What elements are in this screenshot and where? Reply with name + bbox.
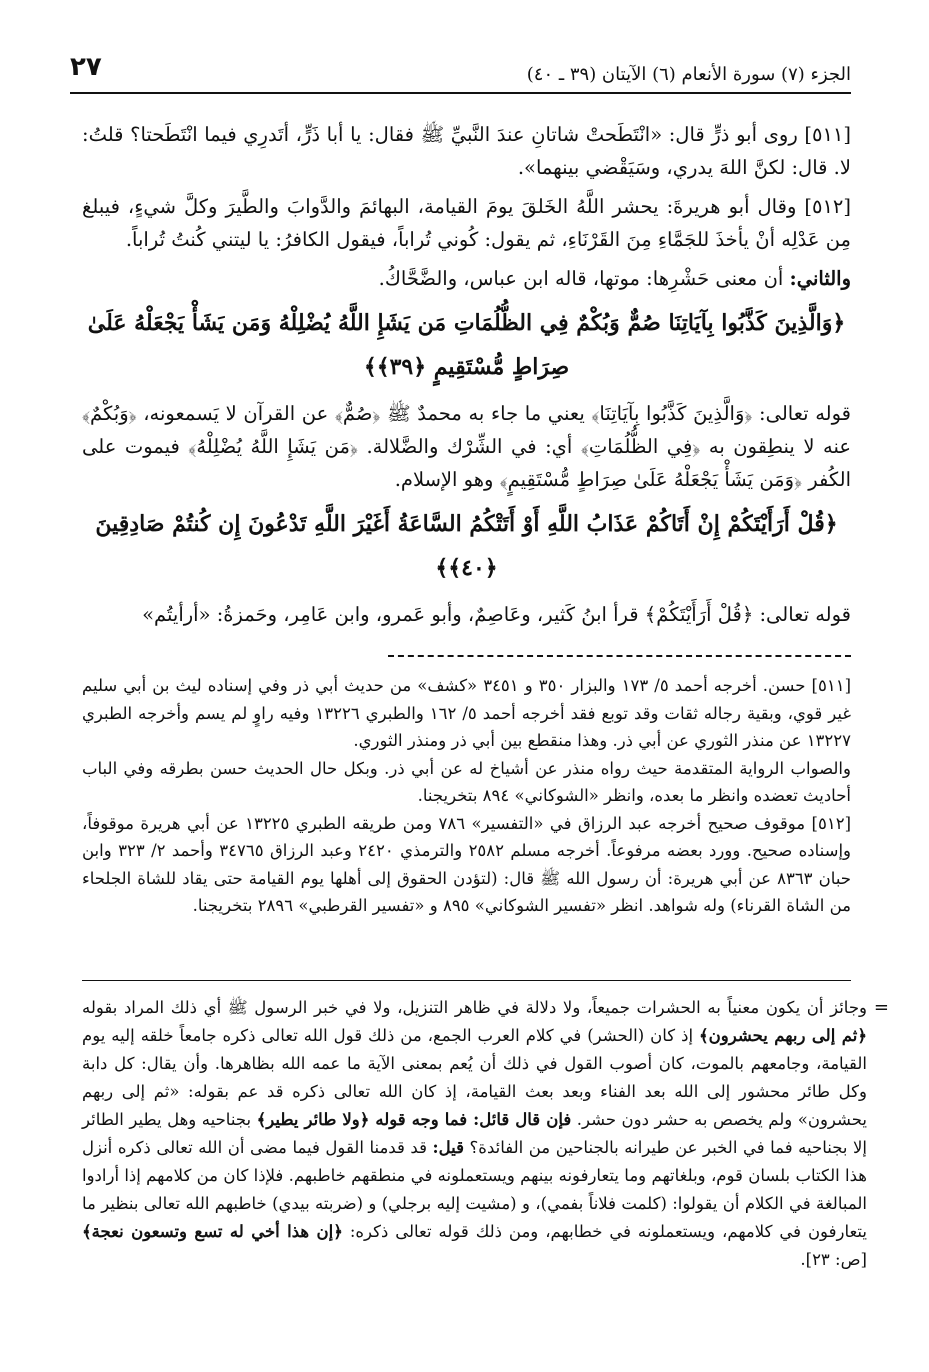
verse-39: ﴿وَالَّذِينَ كَذَّبُوا بِآيَاتِنَا صُمٌّ وَبُكْمٌ فِي الظُّلُمَاتِ مَن يَشَإِ اللَّهُ يُضْلِلْهُ وَمَن يَشَأْ يَجْعَلْهُ عَلَىٰ صِرَاطٍ مُّسْتَقِيمٍ ﴿٣٩﴾﴾ [87, 310, 846, 380]
footnote-512: [٥١٢] موقوف صحيح أخرجه عبد الرزاق في «التفسير» ٧٨٦ ومن طريقه الطبري ١٣٢٢٥ عن أبي هريرة موقوفاً، وإسناده صحيح. وورد بعضه مرفوعاً. أخرجه مسلم ٢٥٨٢ والترمذي ٢٤٢٠ وعبد الرزاق ٣٤٧٦٥ وأحمد ٢/ ٣٢٣ وابن حبان ٨٣٦٣ عن أبي هريرة: أن رسول الله ﷺ قال: (لتؤدن الحقوق إلى أهلها يوم القيامة حتى يقاد للشاة الجلحاء من الشاة القرناء) وله شواهد. انظر «تفسير الشوكاني» ٨٩٥ و «تفسير القرطبي» ٢٨٩٦ بتخريجنا. [82, 813, 851, 915]
footnote-511: [٥١١] حسن. أخرجه أحمد ٥/ ١٧٣ والبزار ٣٥٠ و ٣٤٥١ «كشف» من حديث أبي ذر وفي إسناده ليث بن أبي سليم غير قوي، وبقية رجاله ثقات وقد توبع فقد أخرجه أحمد ٥/ ١٦٢ والطبري ١٣٢٢٦ وفيه راوٍ لم يسم وأخرجه الطبري ١٣٢٢٧ عن منذر الثوري عن أبي ذر. وهذا منقطع بين أبي ذر ومنذر الثوري. [82, 676, 851, 750]
running-title: الجزء (٧) سورة الأنعام (٦) الآيتان (٣٩ ـ ٤٠) [526, 64, 851, 85]
verse-40: ﴿قُلْ أَرَأَيْتَكُمْ إِنْ أَتَاكُمْ عَذَابُ اللَّهِ أَوْ أَتَتْكُمُ السَّاعَةُ أَغَيْرَ اللَّهِ تَدْعُونَ إِن كُنتُمْ صَادِقِينَ ﴿٤٠﴾﴾ [95, 511, 838, 581]
second-opinion [82, 262, 851, 295]
commentary-quote-b: فإن قال قائل: فما وجه قوله ﴿ولا طائر يطير﴾ [256, 1110, 572, 1129]
commentary-continuation [82, 994, 889, 1274]
commentary-part-c: بجناحيه وهل يطير الطائر إلا بجناحيه فما في الخبر عن طيرانه بالجناحين من الفائدة؟ [82, 1110, 867, 1157]
tafsir-40: قوله تعالى: ﴿قُلْ أَرَأَيْتَكُمْ﴾ قرأ ابنُ كَثير، وعَاصِمٌ، وأبو عَمرو، وابن عَامِر، وحَمزةُ: «أرأيتُم» [142, 603, 851, 626]
commentary-quote-d: ﴿إن هذا أخي له تسع وتسعون نعجة﴾ [82, 1222, 343, 1241]
footnote-511-continued: والصواب الرواية المتقدمة حيث رواه منذر عن أشياخ له عن أبي ذر. وبكل حال الحديث حسن بطرقه وفي الباب أحاديث تعضده وانظر ما بعده، وانظر «الشوكاني» ٨٩٤ بتخريجنا. [82, 758, 851, 805]
commentary-part-d: قد قدمنا القول فيما مضى أن الله تعالى ذكره أنزل هذا الكتاب بلسان قوم، وبلغاتهم وما يتعارفونه بينهم ويستعملونه في منطقهم خاطبهم. فلإذا كان من كلامهم إذا أرادوا المبالغة في الكلام أن يقولوا: (كلمت فلاناً بفمي)، و (مشيت إليه برجلي) و (ضربته بيدي) خاطبهم الله تعالى بنظير ما يتعارفون في كلامهم، ويستعملونه في خطابهم، ومن ذلك قوله تعالى ذكره: [82, 1138, 867, 1241]
footnote-separator [388, 655, 851, 657]
second-opinion-lead: والثاني: [789, 267, 851, 290]
page-number: ٢٧ [70, 52, 102, 82]
hadith-511: [٥١١] روى أبو ذرٍّ قال: «انْتَطَحتْ شاتانِ عندَ النَّبيِّ ﷺ فقال: يا أبا ذَرٍّ، أتَدرِي فيما انْتَطَحتا؟ قلتُ: لا. قال: لكنَّ اللهَ يدري، وسَيَقْضي بينهما». [82, 123, 851, 179]
continuation-mark: = [873, 997, 889, 1018]
commentary-part-e: [ص: ٢٣]. [800, 1250, 867, 1269]
second-opinion-text: أن معنى حَشْرِها: موتها، قاله ابن عباس، والضَّحَّاكُ. [378, 267, 784, 290]
tafsir-39: قوله تعالى: ﴿وَالَّذِينَ كَذَّبُوا بِآيَاتِنَا﴾ يعني ما جاء به محمدٌ ﷺ ﴿صُمٌّ﴾ عن القرآن لا يَسمعونه، ﴿وَبُكْمٌ﴾ عنه لا ينطِقون به ﴿فِي الظُّلُمَاتِ﴾ أي: في الشِّرْك والضَّلالة. ﴿مَن يَشَإِ اللَّهُ يُضْلِلْهُ﴾ فيموت على الكُفر ﴿وَمَن يَشَأْ يَجْعَلْهُ عَلَىٰ صِرَاطٍ مُّسْتَقِيمٍ﴾ وهو الإسلام. [82, 402, 851, 491]
commentary-text [82, 994, 867, 1274]
header-rule [70, 92, 851, 94]
footnotes [82, 672, 851, 920]
commentary-separator [82, 980, 851, 981]
commentary-part-b: إذ كان (الحشر) في كلام العرب الجمع، من ذلك قول الله تعالى ذكره جامعاً خلقه إليه يوم القيامة، وجامعهم بالموت، كان أصوب القول في ذلك أن يُعم بمعنى الآية ما عمه الله بظاهرها. وأن يقال: كل دابة وكل طائر محشور إلى الله بعد الفناء وبعد بعث القيامة، إذ كان الله تعالى ذكره قد عم بقوله: «ثم إلى ربهم يحشرون» ولم يخصص به حشر دون حشر. [82, 1026, 867, 1129]
hadith-512: [٥١٢] وقال أبو هريرةَ: يحشر اللَّهُ الخَلقَ يومَ القيامة، البهائمَ والدَّوابَ والطَّيرَ وكلَّ شيءٍ، فيبلغ مِن عَدْلِه أنْ يأخذَ للجَمَّاءِ مِنَ القَرْنَاءِ، ثم يقول: كُوني تُراباً، فيقول الكافرُ: يا ليتني كُنتُ تُراباً. [82, 195, 851, 251]
commentary-part-a: وجائز أن يكون معنياً به الحشرات جميعاً، ولا دلالة في ظاهر التنزيل، ولا في خبر الرسول ﷺ أي ذلك المراد بقوله [82, 998, 867, 1017]
main-text [82, 118, 851, 637]
commentary-quote-a: ﴿ثم إلى ربهم يحشرون﴾ [699, 1026, 867, 1045]
page-header [70, 48, 851, 96]
commentary-quote-c: قيل: [432, 1138, 464, 1157]
